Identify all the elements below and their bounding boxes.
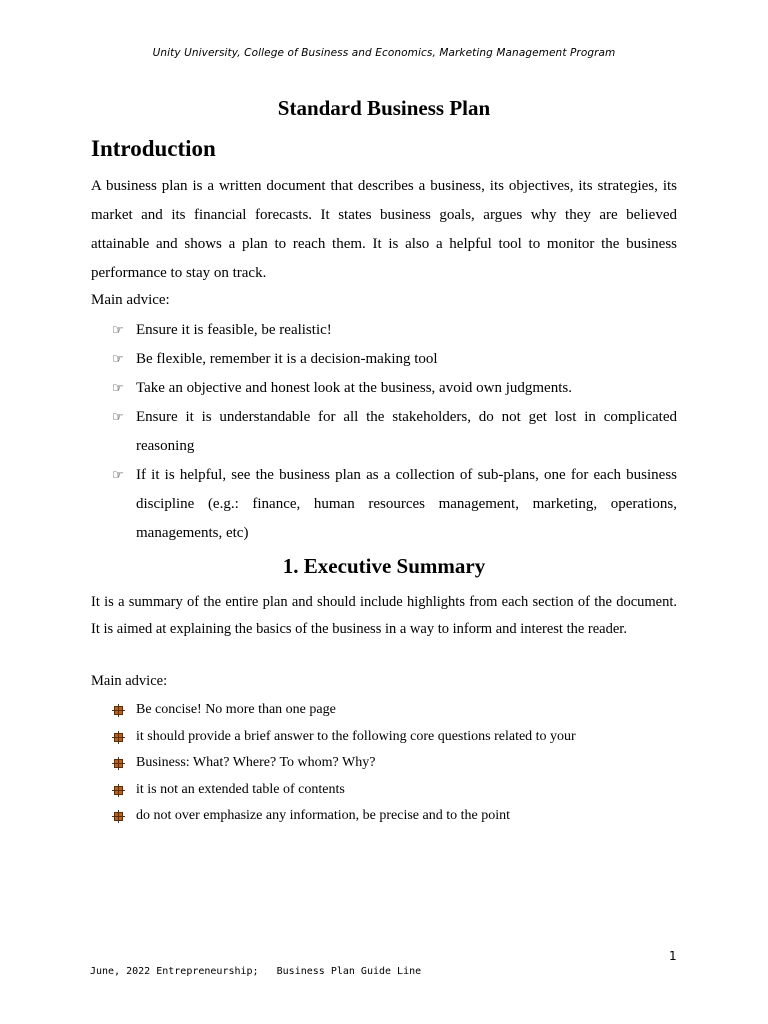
list-item <box>112 345 677 374</box>
square-bullet-icon <box>114 812 123 821</box>
introduction-heading: Introduction <box>91 136 216 161</box>
executive-summary-paragraph: It is a summary of the entire plan and should include highlights from each section of the document. It is aimed at explaining the basics of the business in a way to inform and interest the reader. <box>91 594 677 637</box>
list-item <box>112 724 677 751</box>
list-item <box>112 777 677 804</box>
list-item-text: it should provide a brief answer to the following core questions related to your <box>136 728 576 744</box>
pointing-hand-icon: ☞ <box>112 323 124 338</box>
list-item-text: Business: What? Where? To whom? Why? <box>136 755 376 770</box>
introduction-advice-label: Main advice: <box>91 292 170 308</box>
footer-guide: Business Plan Guide Line <box>276 966 422 977</box>
pointing-hand-icon: ☞ <box>112 410 124 425</box>
list-item-text: Be concise! No more than one page <box>136 702 336 717</box>
introduction-paragraph: A business plan is a written document that describes a business, its objectives, its strategies, its market and its financial forecasts. It states business goals, argues why they are believed attainable and shows a plan to reach them. It is also a helpful tool to monitor the business performance to stay on track. <box>91 178 677 281</box>
square-bullet-icon <box>114 786 123 795</box>
page-header: Unity University, College of Business and Economics, Marketing Management Program <box>152 47 616 59</box>
executive-summary-heading: 1. Executive Summary <box>282 554 486 578</box>
pointing-hand-icon: ☞ <box>112 468 124 483</box>
list-item-text: Be flexible, remember it is a decision-making tool <box>136 351 438 367</box>
list-item-text: Take an objective and honest look at the business, avoid own judgments. <box>136 380 572 396</box>
square-bullet-icon <box>114 733 123 742</box>
list-item <box>112 374 677 403</box>
list-item-text: If it is helpful, see the business plan as a collection of sub-plans, one for each business discipline (e.g.: finance, human resources management, marketing, operations, managements, etc) <box>136 467 677 541</box>
page-footer <box>90 966 421 977</box>
list-item-text: Ensure it is understandable for all the stakeholders, do not get lost in complicated reasoning <box>136 409 677 454</box>
list-item <box>112 750 677 777</box>
list-item-text: it is not an extended table of contents <box>136 781 345 797</box>
list-item <box>112 803 677 830</box>
document-title: Standard Business Plan <box>277 96 491 120</box>
list-item <box>112 316 677 345</box>
executive-summary-advice-list <box>112 697 677 830</box>
executive-summary-advice-label: Main advice: <box>91 673 168 689</box>
list-item <box>112 461 677 548</box>
pointing-hand-icon: ☞ <box>112 352 124 367</box>
pointing-hand-icon: ☞ <box>112 381 124 396</box>
introduction-advice-list <box>112 316 677 548</box>
page-number: 1 <box>669 949 677 963</box>
list-item-text: do not over emphasize any information, be precise and to the point <box>136 808 511 823</box>
footer-date-course: June, 2022 Entrepreneurship; <box>90 966 259 977</box>
list-item <box>112 403 677 461</box>
list-item <box>112 697 677 724</box>
list-item-text: Ensure it is feasible, be realistic! <box>136 322 332 338</box>
square-bullet-icon <box>114 759 123 768</box>
square-bullet-icon <box>114 706 123 715</box>
